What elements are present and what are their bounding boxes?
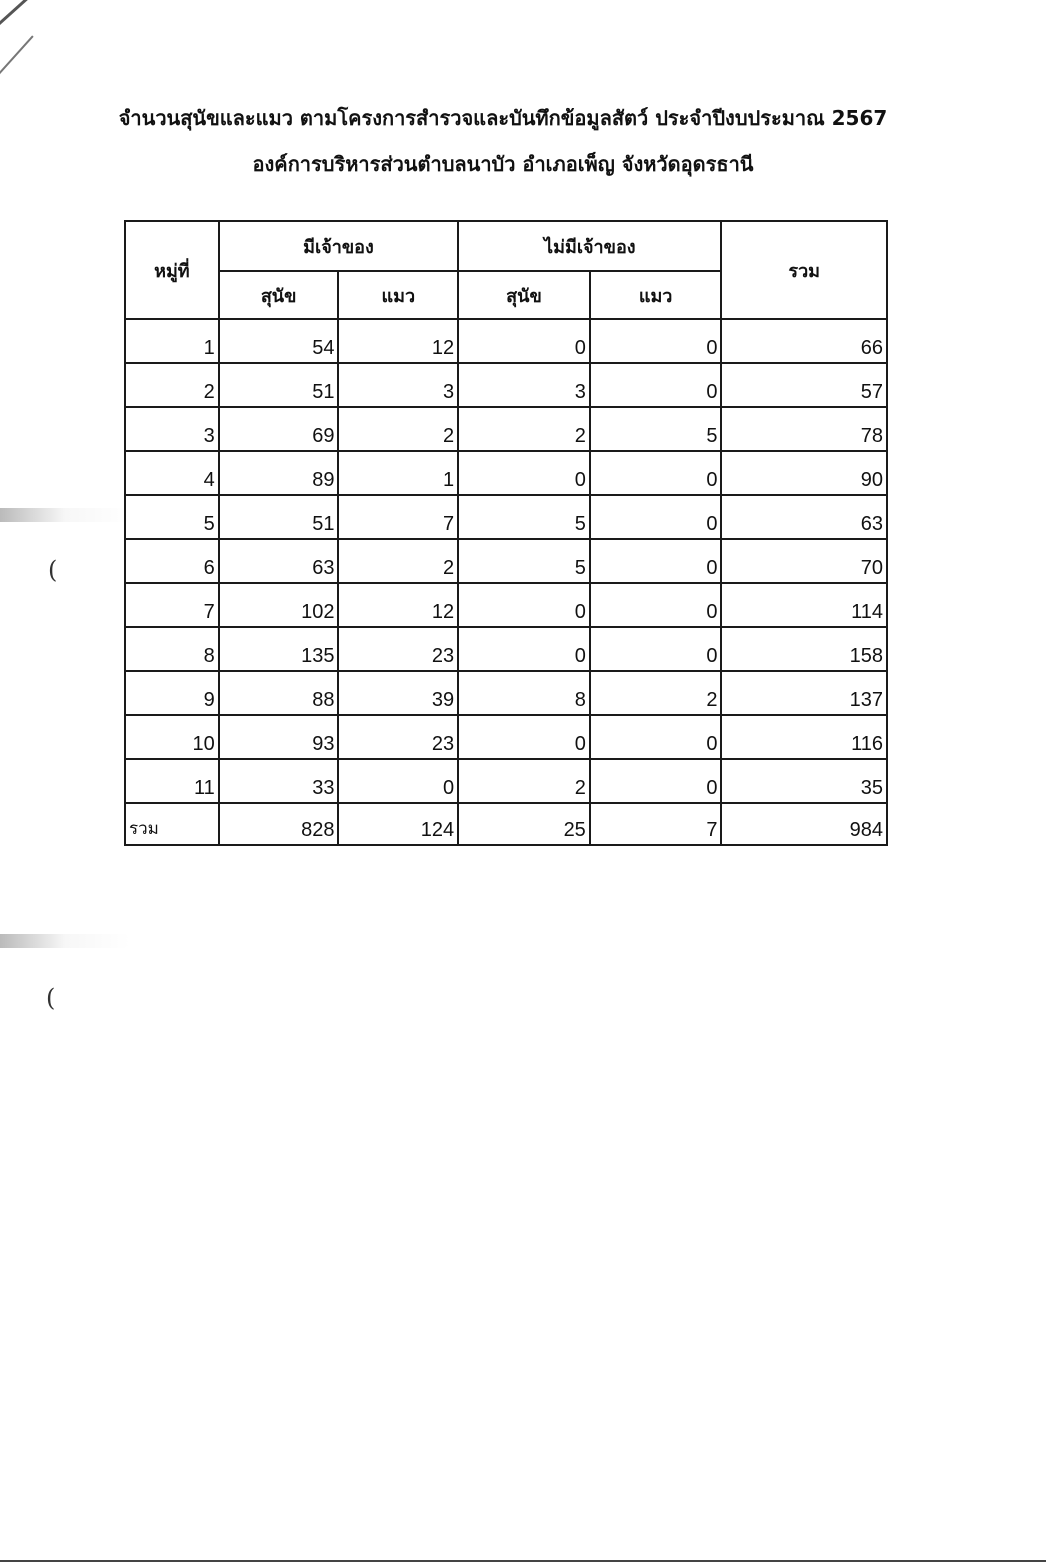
cell-owned-cat: 12 <box>338 583 458 627</box>
cell-owned-dog: 54 <box>219 319 339 363</box>
cell-owned-cat: 3 <box>338 363 458 407</box>
cell-unowned-dog: 2 <box>458 759 590 803</box>
cell-village: 11 <box>125 759 219 803</box>
cell-village: 8 <box>125 627 219 671</box>
total-owned-dog: 828 <box>219 803 339 845</box>
cell-unowned-dog: 8 <box>458 671 590 715</box>
cell-owned-cat: 2 <box>338 407 458 451</box>
cell-village: 9 <box>125 671 219 715</box>
binder-shadow <box>0 508 130 522</box>
table-row <box>125 539 887 583</box>
cell-village: 6 <box>125 539 219 583</box>
punch-hole-mark: ( <box>48 556 58 584</box>
header-owned-cat: แมว <box>338 271 458 319</box>
cell-owned-dog: 88 <box>219 671 339 715</box>
table-row <box>125 407 887 451</box>
cell-unowned-dog: 5 <box>458 539 590 583</box>
cell-village: 7 <box>125 583 219 627</box>
total-unowned-cat: 7 <box>590 803 722 845</box>
cell-total: 158 <box>721 627 887 671</box>
header-owned-dog: สุนัข <box>219 271 339 319</box>
cell-unowned-dog: 2 <box>458 407 590 451</box>
page-bottom-edge <box>0 1560 1046 1562</box>
cell-unowned-cat: 0 <box>590 363 722 407</box>
cell-unowned-cat: 0 <box>590 627 722 671</box>
table-row <box>125 627 887 671</box>
cell-unowned-dog: 0 <box>458 583 590 627</box>
cell-unowned-cat: 0 <box>590 583 722 627</box>
cell-unowned-dog: 3 <box>458 363 590 407</box>
cell-owned-dog: 33 <box>219 759 339 803</box>
cell-owned-cat: 12 <box>338 319 458 363</box>
grand-total: 984 <box>721 803 887 845</box>
cell-unowned-dog: 0 <box>458 627 590 671</box>
cell-village: 10 <box>125 715 219 759</box>
cell-total: 35 <box>721 759 887 803</box>
cell-total: 70 <box>721 539 887 583</box>
cell-unowned-cat: 0 <box>590 495 722 539</box>
header-unowned-dog: สุนัข <box>458 271 590 319</box>
cell-unowned-dog: 0 <box>458 715 590 759</box>
cell-unowned-dog: 5 <box>458 495 590 539</box>
binder-shadow <box>0 934 130 948</box>
cell-unowned-cat: 0 <box>590 451 722 495</box>
punch-hole-mark: ( <box>46 984 56 1012</box>
header-owned: มีเจ้าของ <box>219 221 458 271</box>
table-row <box>125 715 887 759</box>
cell-total: 137 <box>721 671 887 715</box>
document-subtitle: องค์การบริหารส่วนตำบลนาบัว อำเภอเพ็ญ จังหวัดอุดรธานี <box>252 152 754 176</box>
cell-village: 2 <box>125 363 219 407</box>
table-row <box>125 671 887 715</box>
scan-corner-streak <box>0 35 34 81</box>
cell-owned-dog: 135 <box>219 627 339 671</box>
cell-unowned-cat: 5 <box>590 407 722 451</box>
cell-total: 90 <box>721 451 887 495</box>
table-row <box>125 583 887 627</box>
cell-total: 63 <box>721 495 887 539</box>
cell-unowned-cat: 0 <box>590 539 722 583</box>
cell-total: 78 <box>721 407 887 451</box>
header-total: รวม <box>721 221 887 319</box>
cell-total: 66 <box>721 319 887 363</box>
table-header-row <box>125 221 887 271</box>
cell-owned-dog: 51 <box>219 363 339 407</box>
cell-owned-cat: 39 <box>338 671 458 715</box>
cell-owned-cat: 1 <box>338 451 458 495</box>
cell-unowned-cat: 0 <box>590 759 722 803</box>
header-village: หมู่ที่ <box>125 221 219 319</box>
cell-owned-cat: 23 <box>338 627 458 671</box>
cell-unowned-dog: 0 <box>458 319 590 363</box>
cell-owned-dog: 93 <box>219 715 339 759</box>
cell-total: 116 <box>721 715 887 759</box>
cell-owned-dog: 102 <box>219 583 339 627</box>
cell-village: 4 <box>125 451 219 495</box>
cell-unowned-cat: 0 <box>590 319 722 363</box>
header-unowned-cat: แมว <box>590 271 722 319</box>
cell-unowned-dog: 0 <box>458 451 590 495</box>
header-unowned: ไม่มีเจ้าของ <box>458 221 721 271</box>
total-owned-cat: 124 <box>338 803 458 845</box>
table-row <box>125 759 887 803</box>
table-total-row <box>125 803 887 845</box>
total-unowned-dog: 25 <box>458 803 590 845</box>
cell-village: 3 <box>125 407 219 451</box>
total-label: รวม <box>125 803 219 845</box>
cell-owned-dog: 89 <box>219 451 339 495</box>
cell-owned-dog: 51 <box>219 495 339 539</box>
cell-village: 5 <box>125 495 219 539</box>
cell-owned-cat: 0 <box>338 759 458 803</box>
cell-total: 114 <box>721 583 887 627</box>
table-row <box>125 319 887 363</box>
cell-unowned-cat: 2 <box>590 671 722 715</box>
cell-owned-cat: 7 <box>338 495 458 539</box>
table-row <box>125 451 887 495</box>
document-title: จำนวนสุนัขและแมว ตามโครงการสำรวจและบันทึกข้อมูลสัตว์ ประจำปีงบประมาณ 2567 <box>118 106 888 130</box>
table-row <box>125 495 887 539</box>
cell-village: 1 <box>125 319 219 363</box>
scan-corner-streak <box>0 0 81 32</box>
cell-owned-cat: 23 <box>338 715 458 759</box>
cell-owned-dog: 69 <box>219 407 339 451</box>
cell-unowned-cat: 0 <box>590 715 722 759</box>
animal-count-table <box>124 220 888 846</box>
cell-total: 57 <box>721 363 887 407</box>
cell-owned-dog: 63 <box>219 539 339 583</box>
cell-owned-cat: 2 <box>338 539 458 583</box>
table-row <box>125 363 887 407</box>
